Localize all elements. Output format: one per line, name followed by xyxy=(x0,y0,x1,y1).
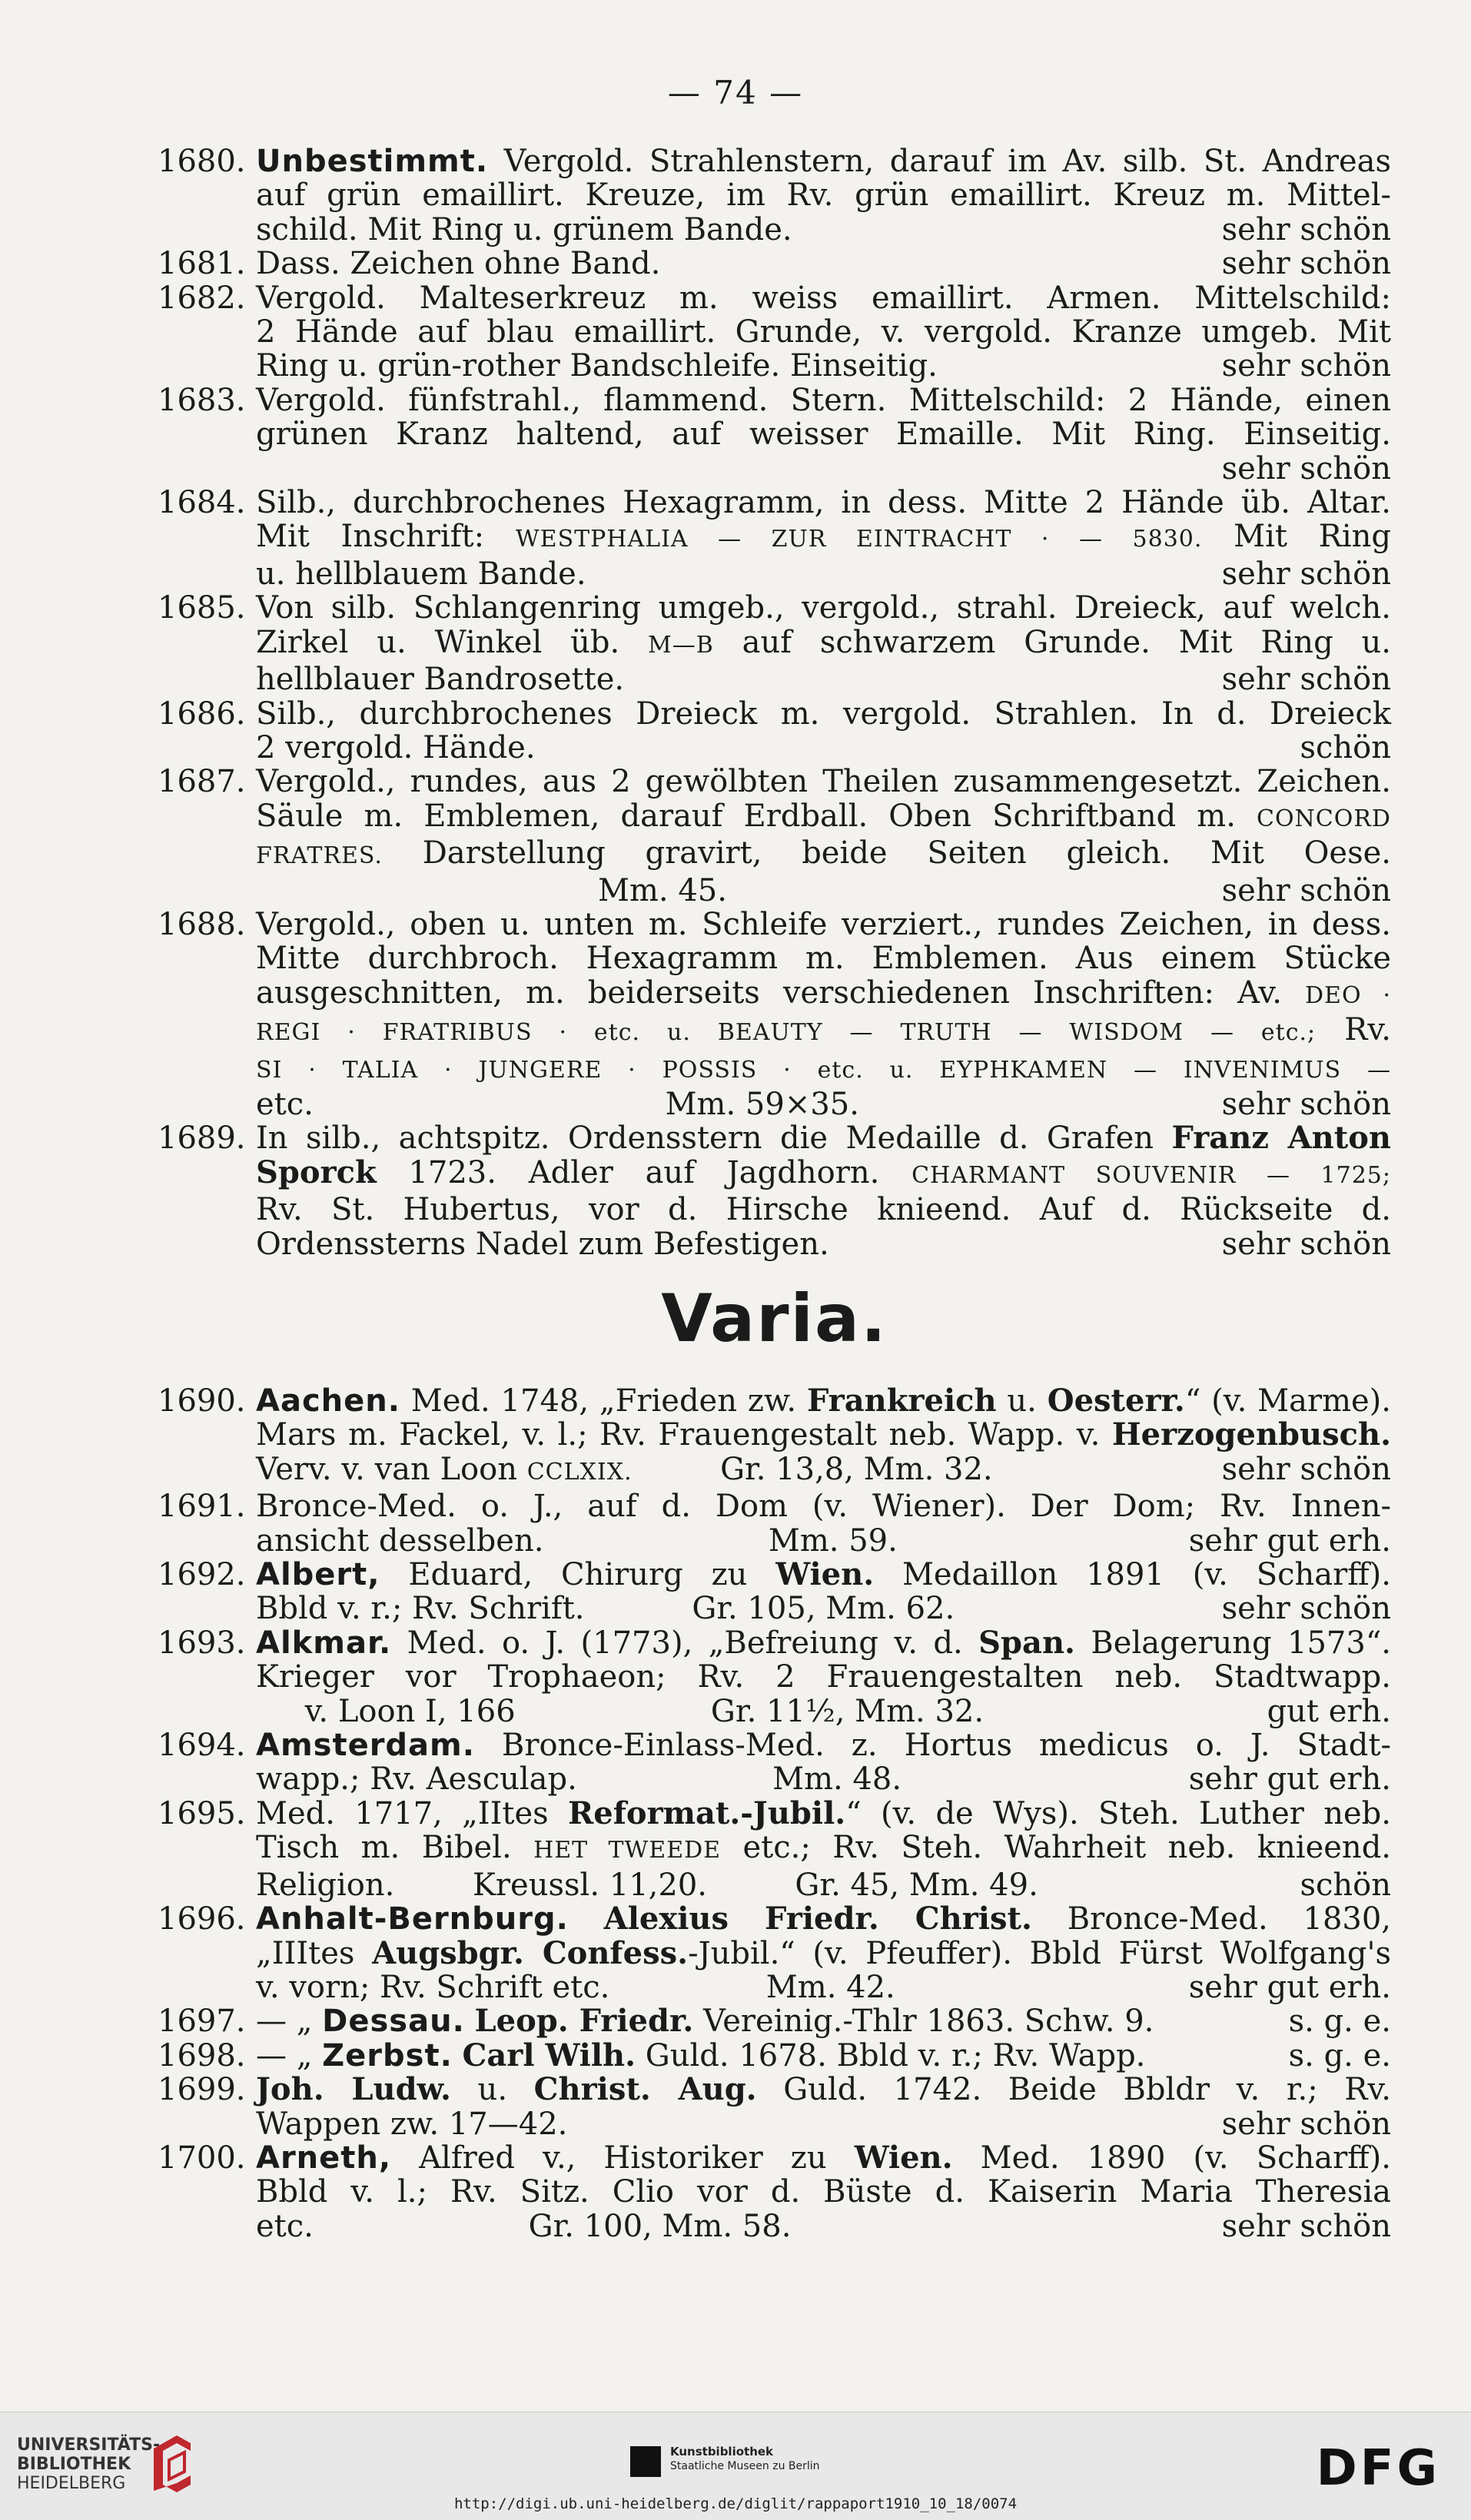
catalog-entry xyxy=(158,591,1391,696)
entry-text: Guld. 1678. Bbld v. r.; Rv. Wapp. xyxy=(636,2037,1146,2073)
inscription-text: SI · TALIA · JUNGERE · POSSIS · etc. u. EYPHKAMEN — INVENIMUS — xyxy=(256,1056,1391,1084)
condition-grade: sehr schön xyxy=(1221,556,1391,592)
entry-number: 1697. xyxy=(158,2004,246,2040)
entry-text: Krieger vor Trophaeon; Rv. 2 Frauengestalten neb. Stadtwapp. xyxy=(256,1659,1391,1695)
entry-text: Bbld v. r.; Rv. Schrift. Gr. 105, Mm. 62. xyxy=(256,1591,955,1627)
entry-line xyxy=(256,976,1391,1013)
entry-text: — „ xyxy=(256,2037,323,2073)
entry-line xyxy=(256,1193,1391,1227)
inscription-text: DEO · xyxy=(1305,981,1391,1009)
condition-grade: sehr schön xyxy=(1221,211,1391,247)
entry-line xyxy=(256,486,1391,520)
ub-line-2: BIBLIOTHEK xyxy=(17,2455,131,2474)
entry-line xyxy=(256,799,1391,836)
entry-line xyxy=(256,247,1391,281)
entry-number: 1683. xyxy=(158,382,246,418)
entry-keyword: Zerbst. xyxy=(322,2037,453,2073)
catalog-entry xyxy=(158,1384,1391,1489)
entry-text: Bronce-Med. o. J., auf d. Dom (v. Wiener). Der Dom; Rv. Innen- xyxy=(256,1489,1391,1525)
condition-grade: sehr schön xyxy=(1221,1226,1391,1262)
entry-description xyxy=(256,1626,1391,1728)
entry-text: hellblauer Bandrosette. xyxy=(256,662,625,698)
entry-text: Rv. xyxy=(1316,1012,1391,1048)
bold-name: Reformat.-Jubil. xyxy=(568,1795,846,1831)
entry-description xyxy=(256,383,1391,486)
bold-name: Christ. Aug. xyxy=(533,2071,757,2108)
entry-text: u. xyxy=(450,2072,534,2108)
entry-line xyxy=(256,2175,1391,2209)
entry-number: 1682. xyxy=(158,280,246,316)
entry-line xyxy=(256,1087,1391,1121)
condition-grade: schön xyxy=(1300,1867,1391,1903)
entry-line xyxy=(256,1971,1391,2004)
entry-line xyxy=(256,1418,1391,1452)
bold-name: Oesterr. xyxy=(1047,1383,1185,1419)
entry-line xyxy=(256,836,1391,873)
catalog-entry xyxy=(158,697,1391,765)
ub-line-3: HEIDELBERG xyxy=(17,2474,126,2493)
entry-line xyxy=(256,2141,1391,2175)
entry-text: auf grün emaillirt. Kreuze, im Rv. grün emaillirt. Kreuz m. Mittel- xyxy=(256,178,1391,214)
entry-number: 1680. xyxy=(158,144,246,179)
condition-grade: sehr schön xyxy=(1221,246,1391,282)
condition-grade: sehr schön xyxy=(1221,872,1391,908)
entry-text: Silb., durchbrochenes Hexagramm, in dess. Mitte 2 Hände üb. Altar. xyxy=(256,485,1391,521)
entry-text: 1723. Adler auf Jagdhorn. xyxy=(376,1154,912,1190)
entry-list-freemasonry xyxy=(158,144,1391,1261)
catalog-entry xyxy=(158,1121,1391,1261)
entry-text: ansicht desselben. Mm. 59. xyxy=(256,1522,898,1559)
entry-keyword: Dessau. xyxy=(322,2004,465,2040)
condition-grade: sehr schön xyxy=(1221,1451,1391,1487)
entry-text: Guld. 1742. Beide Bbldr v. r.; Rv. xyxy=(756,2072,1392,2108)
entry-text: Vergold. Malteserkreuz m. weiss emaillirt. Armen. Mittelschild: xyxy=(256,280,1391,316)
entry-description xyxy=(256,1384,1391,1489)
entry-line xyxy=(256,520,1391,556)
entry-text: Darstellung gravirt, beide Seiten gleich. Mit Oese. xyxy=(382,835,1391,872)
entry-text: Mitte durchbroch. Hexagramm m. Emblemen. Aus einem Stücke xyxy=(256,941,1391,977)
entry-line xyxy=(256,1797,1391,1831)
inscription-text: M—B xyxy=(648,631,714,659)
bold-name: Frankreich xyxy=(806,1383,997,1419)
entry-text: Religion. Kreussl. 11,20. Gr. 45, Mm. 49. xyxy=(256,1867,1038,1903)
catalog-entry xyxy=(158,1797,1391,1902)
entry-text: Med. 1717, „IItes xyxy=(256,1795,568,1831)
entry-description xyxy=(256,281,1391,383)
entry-line xyxy=(256,941,1391,975)
entry-line xyxy=(256,1156,1391,1193)
entry-number: 1685. xyxy=(158,590,246,626)
condition-grade: sehr schön xyxy=(1221,348,1391,384)
entry-text: Vereinig.-Thlr 1863. Schw. 9. xyxy=(693,2004,1154,2040)
condition-grade: s. g. e. xyxy=(1288,2037,1391,2073)
condition-grade: gut erh. xyxy=(1267,1693,1391,1729)
catalog-entry xyxy=(158,2141,1391,2243)
entry-text: Silb., durchbrochenes Dreieck m. vergold. Strahlen. In d. Dreieck xyxy=(256,696,1391,732)
entry-text: Vergold., rundes, aus 2 gewölbten Theilen zusammengesetzt. Zeichen. xyxy=(256,764,1391,800)
catalog-entry xyxy=(158,2004,1391,2038)
entry-line xyxy=(256,731,1391,765)
catalog-entry xyxy=(158,1626,1391,1728)
entry-description xyxy=(256,697,1391,765)
entry-text: Vergold., oben u. unten m. Schleife verziert., rundes Zeichen, in dess. xyxy=(256,906,1391,942)
entry-line xyxy=(256,1384,1391,1418)
entry-keyword: Albert, xyxy=(256,1557,380,1593)
entry-text: Mars m. Fackel, v. l.; Rv. Frauengestalt neb. Wapp. v. xyxy=(256,1417,1112,1453)
entry-text: Rv. St. Hubertus, vor d. Hirsche knieend. Auf d. Rückseite d. xyxy=(256,1192,1391,1228)
entry-text: „IIItes xyxy=(256,1935,373,1971)
condition-grade: sehr schön xyxy=(1221,1086,1391,1122)
entry-text: Mit Ring xyxy=(1202,519,1392,555)
source-url[interactable]: http://digi.ub.uni-heidelberg.de/diglit/rappaport1910_10_18/0074 xyxy=(453,2495,1018,2512)
entry-description xyxy=(256,1558,1391,1626)
inscription-text: REGI · FRATRIBUS · etc. u. BEAUTY — TRUTH — WISDOM — etc.; xyxy=(256,1019,1317,1047)
entry-description xyxy=(256,2039,1391,2073)
inscription-text: CHARMANT SOUVENIR — 1725; xyxy=(911,1161,1391,1189)
entry-text: grünen Kranz haltend, auf weisser Emaille. Mit Ring. Einseitig. xyxy=(256,417,1391,453)
entry-line xyxy=(256,1051,1391,1087)
condition-grade: sehr gut erh. xyxy=(1188,1969,1391,2005)
bold-name: Alexius Friedr. Christ. xyxy=(603,1901,1032,1937)
entry-number: 1686. xyxy=(158,696,246,732)
bold-name: Augsbgr. Confess. xyxy=(372,1934,689,1971)
entry-line xyxy=(256,874,1391,908)
entry-line xyxy=(256,315,1391,349)
catalog-entry xyxy=(158,247,1391,281)
entry-description xyxy=(256,2141,1391,2243)
entry-line xyxy=(256,1524,1391,1558)
entry-description xyxy=(256,908,1391,1121)
entry-text: Dass. Zeichen ohne Band. xyxy=(256,246,661,282)
entry-line xyxy=(256,1626,1391,1660)
catalog-entry xyxy=(158,2073,1391,2141)
condition-grade: sehr schön xyxy=(1221,662,1391,698)
entry-description xyxy=(256,1728,1391,1797)
entry-text: auf schwarzem Grunde. Mit Ring u. xyxy=(713,624,1391,660)
entry-text xyxy=(453,2038,463,2073)
entry-text: Tisch m. Bibel. xyxy=(256,1830,534,1866)
entry-line xyxy=(256,213,1391,247)
entry-text: ausgeschnitten, m. beiderseits verschiedenen Inschriften: Av. xyxy=(256,974,1305,1011)
bold-name: Leop. Friedr. xyxy=(474,2003,694,2040)
catalog-entry xyxy=(158,144,1391,247)
entry-text: etc. Gr. 100, Mm. 58. xyxy=(256,2208,792,2244)
entry-text: Alfred v., Historiker zu xyxy=(391,2140,855,2176)
entry-line xyxy=(256,178,1391,212)
entry-line xyxy=(256,1762,1391,1796)
entry-text: Verv. v. van Loon xyxy=(256,1451,527,1487)
entry-text: Med. 1748, „Frieden zw. xyxy=(400,1383,807,1419)
entry-text: v. Loon I, 166 Gr. 11½, Mm. 32. xyxy=(256,1693,985,1729)
entry-text: Belagerung 1573“. xyxy=(1074,1625,1391,1661)
entry-text: “ (v. Marme). xyxy=(1184,1383,1391,1419)
entry-text: wapp.; Rv. Aesculap. Mm. 48. xyxy=(256,1761,902,1798)
bold-name: Sporck xyxy=(256,1154,377,1190)
entry-description xyxy=(256,1489,1391,1558)
entry-description xyxy=(256,591,1391,696)
entry-number: 1698. xyxy=(158,2037,246,2073)
bold-name: Herzogenbusch. xyxy=(1111,1416,1391,1453)
entry-keyword: Unbestimmt. xyxy=(256,144,489,179)
entry-text: -Jubil.“ (v. Pfeuffer). Bbld Fürst Wolfgang's xyxy=(688,1935,1392,1971)
entry-line xyxy=(256,908,1391,941)
entry-text: Vergold. fünfstrahl., flammend. Stern. Mittelschild: 2 Hände, einen xyxy=(256,382,1391,418)
catalog-content xyxy=(158,144,1391,2243)
bold-name: Franz Anton xyxy=(1171,1120,1391,1157)
entry-keyword: Aachen. xyxy=(256,1383,400,1419)
inscription-text: CONCORD xyxy=(1257,805,1391,832)
bold-name: Carl Wilh. xyxy=(462,2037,636,2073)
entry-line xyxy=(256,557,1391,591)
entry-description xyxy=(256,2073,1391,2141)
condition-grade: sehr gut erh. xyxy=(1188,1761,1391,1798)
entry-description xyxy=(256,144,1391,247)
entry-text: Eduard, Chirurg zu xyxy=(380,1557,776,1593)
catalog-entry xyxy=(158,1489,1391,1558)
entry-text: Mm. 45. xyxy=(256,872,727,908)
condition-grade: sehr schön xyxy=(1221,2106,1391,2142)
entry-text: etc.; Rv. Steh. Wahrheit neb. knieend. xyxy=(721,1830,1392,1866)
entry-line xyxy=(256,1728,1391,1762)
entry-text: etc. Mm. 59×35. xyxy=(256,1086,859,1122)
entry-number: 1689. xyxy=(158,1121,246,1157)
entry-keyword: Arneth, xyxy=(256,2140,392,2176)
entry-keyword: Alkmar. xyxy=(256,1625,392,1661)
entry-line xyxy=(256,383,1391,417)
entry-description xyxy=(256,1121,1391,1261)
ub-heidelberg-logo-icon xyxy=(146,2429,200,2498)
condition-grade: sehr schön xyxy=(1221,1591,1391,1627)
entry-text: Gr. 13,8, Mm. 32. xyxy=(632,1451,993,1487)
entry-text: — „ xyxy=(256,2004,323,2040)
entry-line xyxy=(256,697,1391,731)
entry-line xyxy=(256,2107,1391,2141)
kunstbibliothek-label xyxy=(670,2445,820,2473)
entry-line xyxy=(256,591,1391,625)
entry-line xyxy=(256,1831,1391,1868)
entry-text: Säule m. Emblemen, darauf Erdball. Oben Schriftband m. xyxy=(256,798,1257,834)
condition-grade: sehr schön xyxy=(1221,2208,1391,2244)
entry-number: 1699. xyxy=(158,2072,246,2108)
bold-name: Wien. xyxy=(775,1556,875,1593)
dfg-logo: DFG xyxy=(1316,2440,1440,2497)
kb-subtitle: Staatliche Museen zu Berlin xyxy=(670,2460,820,2472)
catalog-entry xyxy=(158,765,1391,908)
entry-number: 1684. xyxy=(158,485,246,521)
entry-line xyxy=(256,1695,1391,1728)
page-number: — 74 — xyxy=(667,74,804,111)
entry-text: Med. 1890 (v. Scharff). xyxy=(952,2140,1391,2176)
entry-text: v. vorn; Rv. Schrift etc. Mm. 42. xyxy=(256,1969,895,2005)
condition-grade: schön xyxy=(1300,729,1391,765)
entry-number: 1690. xyxy=(158,1383,246,1419)
entry-text: Von silb. Schlangenring umgeb., vergold., strahl. Dreieck, auf welch. xyxy=(256,590,1391,626)
entry-text: schild. Mit Ring u. grünem Bande. xyxy=(256,211,792,247)
entry-line xyxy=(256,1227,1391,1261)
entry-line xyxy=(256,2039,1391,2073)
entry-list-varia xyxy=(158,1384,1391,2243)
ub-heidelberg-logo-text xyxy=(17,2435,160,2493)
entry-line xyxy=(256,2210,1391,2243)
entry-description xyxy=(256,1797,1391,1902)
entry-line xyxy=(256,765,1391,798)
entry-text: u. xyxy=(996,1383,1048,1419)
entry-description xyxy=(256,486,1391,591)
entry-text: Med. o. J. (1773), „Befreiung v. d. xyxy=(391,1625,979,1661)
entry-number: 1687. xyxy=(158,764,246,800)
entry-line xyxy=(256,144,1391,178)
entry-number: 1695. xyxy=(158,1795,246,1831)
entry-text: Ordenssterns Nadel zum Befestigen. xyxy=(256,1226,829,1262)
footer-bar xyxy=(0,2412,1471,2520)
entry-line xyxy=(256,417,1391,451)
entry-text: 2 Hände auf blau emaillirt. Grunde, v. vergold. Kranze umgeb. Mit xyxy=(256,314,1391,350)
entry-description xyxy=(256,1902,1391,2004)
entry-number: 1691. xyxy=(158,1489,246,1525)
catalog-entry xyxy=(158,908,1391,1121)
bold-name: Wien. xyxy=(854,2139,953,2176)
catalog-entry xyxy=(158,281,1391,383)
entry-number: 1693. xyxy=(158,1625,246,1661)
bold-name: Span. xyxy=(978,1624,1075,1661)
entry-text: Zirkel u. Winkel üb. xyxy=(256,624,649,660)
entry-text: “ (v. de Wys). Steh. Luther neb. xyxy=(845,1795,1391,1831)
inscription-text: WESTPHALIA — ZUR EINTRACHT · — 5830. xyxy=(515,526,1203,553)
entry-text: Bronce-Einlass-Med. z. Hortus medicus o. J. Stadt- xyxy=(474,1728,1391,1764)
catalog-entry xyxy=(158,383,1391,486)
section-heading: Varia. xyxy=(661,1280,888,1357)
entry-line xyxy=(256,349,1391,383)
entry-line xyxy=(256,662,1391,696)
entry-text: Ring u. grün-rother Bandschleife. Einseitig. xyxy=(256,348,938,384)
entry-line xyxy=(256,2073,1391,2107)
condition-grade: s. g. e. xyxy=(1288,2004,1391,2040)
entry-line xyxy=(256,1592,1391,1625)
entry-number: 1692. xyxy=(158,1557,246,1593)
entry-line xyxy=(256,1660,1391,1694)
condition-grade: sehr schön xyxy=(1221,450,1391,486)
entry-number: 1696. xyxy=(158,1901,246,1937)
entry-line xyxy=(256,1013,1391,1050)
bold-name: Joh. Ludw. xyxy=(256,2071,451,2108)
entry-text: In silb., achtspitz. Ordensstern die Medaille d. Grafen xyxy=(256,1121,1172,1157)
inscription-text: FRATRES. xyxy=(256,842,383,870)
ub-line-1: UNIVERSITÄTS- xyxy=(17,2435,161,2455)
entry-number: 1688. xyxy=(158,906,246,942)
kunstbibliothek-logo-icon xyxy=(630,2446,661,2477)
entry-number: 1700. xyxy=(158,2140,246,2176)
entry-text: Bbld v. l.; Rv. Sitz. Clio vor d. Büste d. Kaiserin Maria Theresia xyxy=(256,2174,1391,2210)
entry-line xyxy=(256,626,1391,662)
kb-title: Kunstbibliothek xyxy=(670,2445,774,2459)
entry-line xyxy=(256,2004,1391,2038)
catalog-entry xyxy=(158,1558,1391,1626)
entry-line xyxy=(256,1902,1391,1936)
entry-line xyxy=(256,1453,1391,1489)
entry-line xyxy=(256,1934,1392,1971)
entry-keyword: Anhalt-Bernburg. xyxy=(256,1901,569,1937)
catalog-entry xyxy=(158,486,1391,591)
entry-text: Vergold. Strahlenstern, darauf im Av. silb. St. Andreas xyxy=(488,144,1391,179)
entry-description xyxy=(256,2004,1391,2038)
entry-description xyxy=(256,247,1391,281)
entry-text: u. hellblauem Bande. xyxy=(256,556,586,592)
entry-number: 1681. xyxy=(158,246,246,282)
entry-line xyxy=(256,281,1391,315)
inscription-text: HET TWEEDE xyxy=(533,1837,722,1864)
entry-text: Medaillon 1891 (v. Scharff). xyxy=(874,1557,1391,1593)
entry-line xyxy=(256,1558,1391,1592)
entry-text: Bronce-Med. 1830, xyxy=(1031,1901,1392,1937)
entry-text: Mit Inschrift: xyxy=(256,519,516,555)
catalog-entry xyxy=(158,1728,1391,1797)
entry-text xyxy=(569,1901,604,1937)
entry-number: 1694. xyxy=(158,1728,246,1764)
inscription-text: CCLXIX. xyxy=(526,1458,633,1486)
entry-text: 2 vergold. Hände. xyxy=(256,729,536,765)
entry-keyword: Amsterdam. xyxy=(256,1728,475,1764)
entry-line xyxy=(256,1489,1391,1523)
catalog-entry xyxy=(158,2039,1391,2073)
entry-line xyxy=(256,1868,1391,1902)
entry-text: Wappen zw. 17—42. xyxy=(256,2106,568,2142)
condition-grade: sehr gut erh. xyxy=(1188,1522,1391,1559)
entry-line xyxy=(256,1121,1391,1155)
catalog-entry xyxy=(158,1902,1391,2004)
entry-text xyxy=(465,2004,475,2039)
entry-description xyxy=(256,765,1391,908)
